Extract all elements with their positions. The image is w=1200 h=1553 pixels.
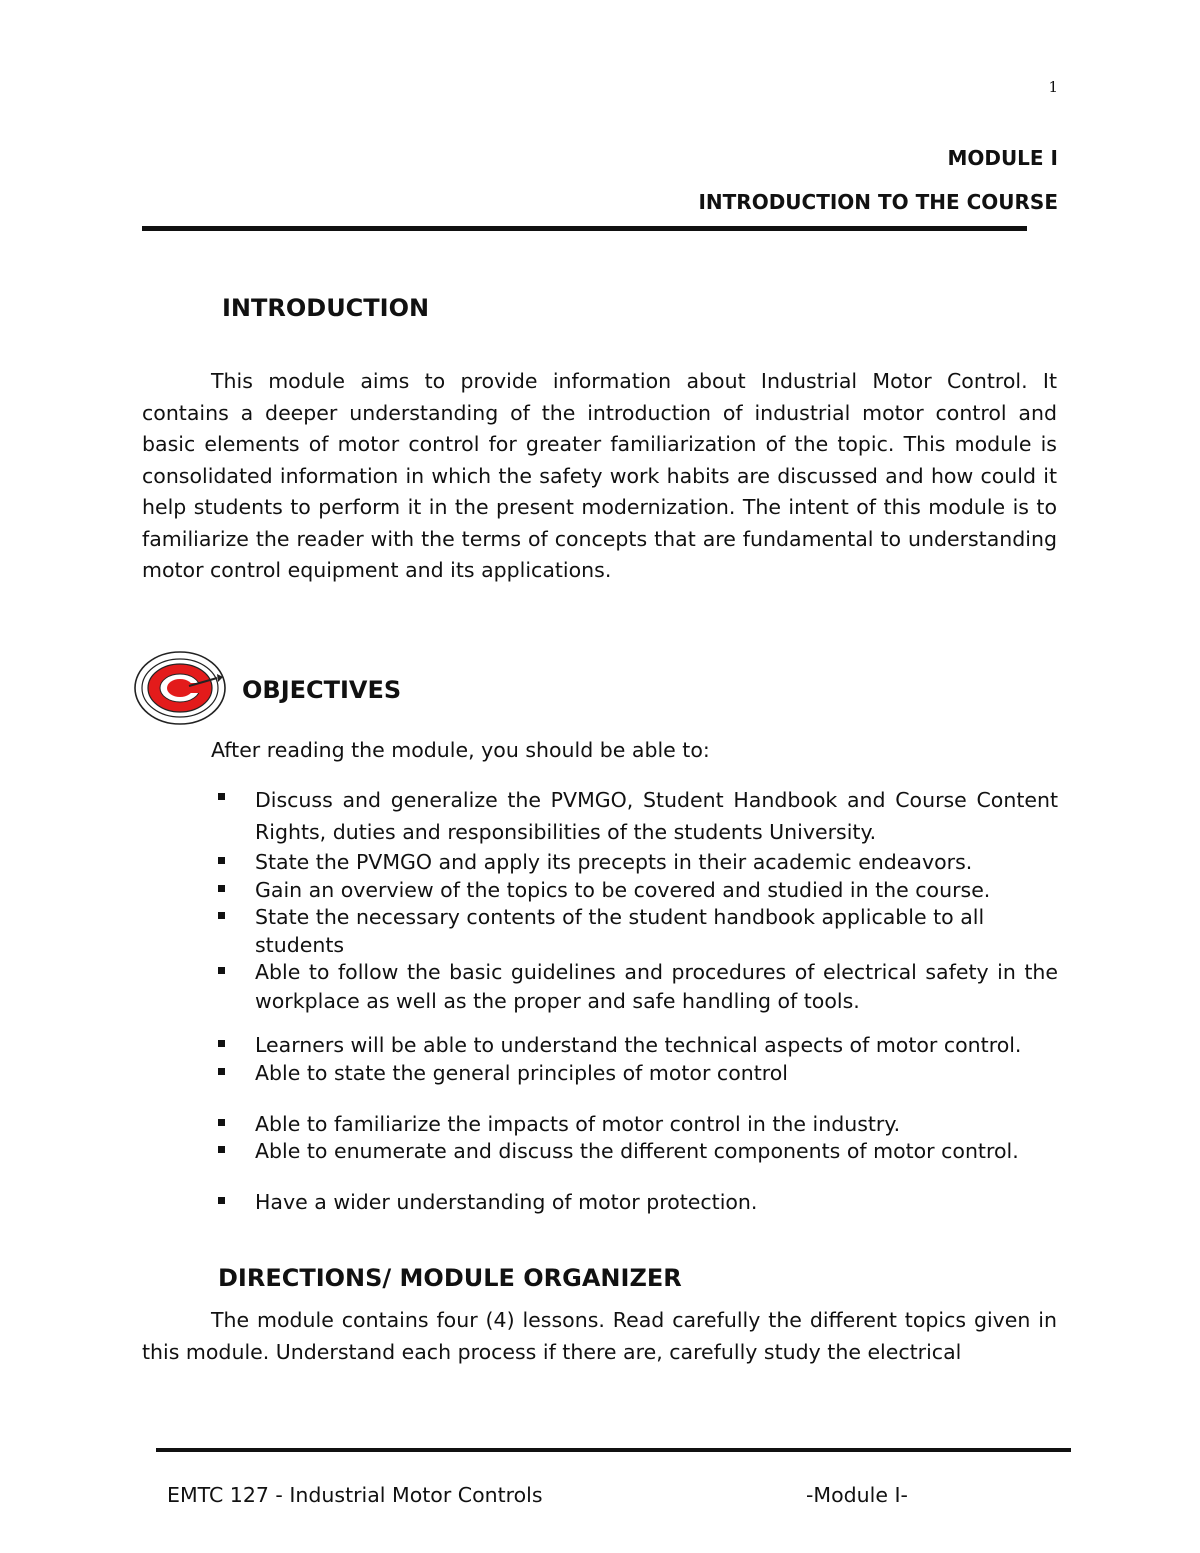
list-item: [218, 1188, 1058, 1216]
bullet-icon: [218, 1119, 225, 1126]
introduction-paragraph: This module aims to provide information about Industrial Motor Control. It contains a deeper understanding of the introduction of industrial motor control and basic elements of motor control for greater familiarization of the topic. This module is consolidated information in which the safety work habits are discussed and how could it help students to perform it in the present modernization. The intent of this module is to familiarize the reader with the terms of concepts that are fundamental to understanding motor control equipment and its applications.: [142, 369, 1057, 582]
footer-course: EMTC 127 - Industrial Motor Controls: [167, 1483, 543, 1507]
directions-paragraph: The module contains four (4) lessons. Read carefully the different topics given in this module. Understand each process if there are, carefully study the electrical: [142, 1308, 1057, 1364]
bullet-icon: [218, 885, 225, 892]
bullet-icon: [218, 857, 225, 864]
list-item-text: Learners will be able to understand the technical aspects of motor control.: [255, 1033, 1022, 1057]
bullet-icon: [218, 1040, 225, 1047]
objectives-lead: After reading the module, you should be able to:: [211, 738, 710, 762]
footer-divider: [156, 1448, 1071, 1452]
objectives-heading: OBJECTIVES: [242, 676, 402, 704]
list-item: [218, 1137, 1058, 1165]
footer-module: -Module I-: [806, 1483, 908, 1507]
introduction-heading: INTRODUCTION: [222, 294, 430, 322]
list-item-text: State the necessary contents of the student handbook applicable to all students: [255, 905, 985, 957]
module-title: INTRODUCTION TO THE COURSE: [698, 190, 1058, 214]
module-label: MODULE I: [947, 146, 1058, 170]
bullet-icon: [218, 912, 225, 919]
list-item: [218, 784, 1058, 848]
list-item-text: Able to enumerate and discuss the different components of motor control.: [255, 1139, 1019, 1163]
list-item-text: Able to state the general principles of motor control: [255, 1061, 788, 1085]
list-item: [218, 1059, 1058, 1087]
list-item: [218, 958, 1058, 1016]
directions-heading: DIRECTIONS/ MODULE ORGANIZER: [218, 1264, 682, 1292]
bullet-icon: [218, 1146, 225, 1153]
target-icon: [133, 650, 227, 726]
list-item: [218, 1031, 1058, 1059]
list-item: [218, 1110, 1058, 1138]
bullet-icon: [218, 793, 225, 800]
list-item-text: Discuss and generalize the PVMGO, Student Handbook and Course Content Rights, duties and responsibilities of the students University.: [255, 788, 1058, 844]
bullet-icon: [218, 1197, 225, 1204]
header-divider: [142, 226, 1027, 231]
list-item: [218, 903, 1058, 959]
list-item: [218, 848, 1058, 876]
list-item: [218, 876, 1058, 904]
list-item-text: Able to follow the basic guidelines and procedures of electrical safety in the workplace as well as the proper and safe handling of tools.: [255, 960, 1058, 1013]
page-number: 1: [1048, 78, 1058, 96]
list-item-text: Have a wider understanding of motor protection.: [255, 1190, 758, 1214]
bullet-icon: [218, 1068, 225, 1075]
list-item-text: State the PVMGO and apply its precepts in their academic endeavors.: [255, 850, 973, 874]
list-item-text: Gain an overview of the topics to be covered and studied in the course.: [255, 878, 991, 902]
bullet-icon: [218, 967, 225, 974]
list-item-text: Able to familiarize the impacts of motor control in the industry.: [255, 1112, 901, 1136]
